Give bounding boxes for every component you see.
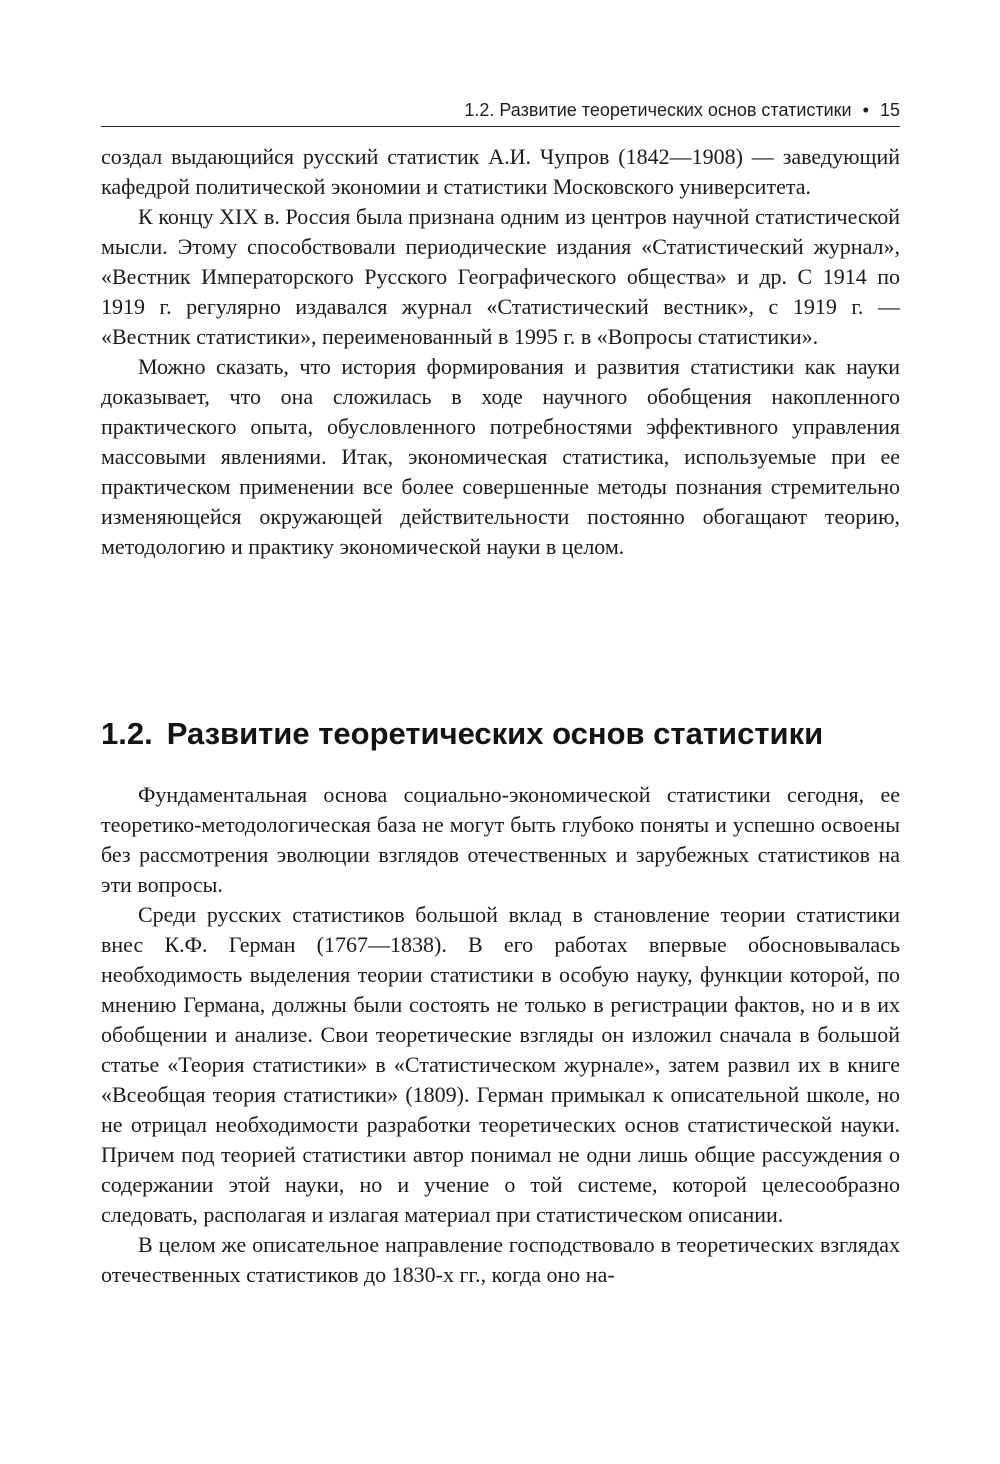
section-heading bbox=[101, 716, 900, 752]
paragraph: Фундаментальная основа социально-экономической статистики сегодня, ее теоретико-методологическая база не могут быть глубоко поняты и успешно освоены без рассмотрения эволюции взглядов отечественных и зарубежных статистиков на эти вопросы. bbox=[101, 782, 900, 897]
paragraph-continuation: создал выдающийся русский статистик А.И. Чупров (1842—1908) — заведующий кафедрой политической экономии и статистики Московского университета. bbox=[101, 144, 900, 199]
paragraph: В целом же описательное направление господствовало в теоретических взглядах отечественных статистиков до 1830-х гг., когда оно на- bbox=[101, 1232, 900, 1287]
page-number: 15 bbox=[879, 100, 900, 120]
paragraph: К концу XIX в. Россия была признана одним из центров научной статистической мысли. Этому способствовали периодические издания «Статистический журнал», «Вестник Императорского Русского Географического общества» и др. С 1914 по 1919 г. регулярно издавался журнал «Статистический вестник», с 1919 г. — «Вестник статистики», переименованный в 1995 г. в «Вопросы статистики». bbox=[101, 204, 900, 349]
bottom-text-block bbox=[101, 780, 900, 1290]
paragraph: Можно сказать, что история формирования и развития статистики как науки доказывает, что она сложилась в ходе научного обобщения накопленного практического опыта, обусловленного потребностями эффективного управления массовыми явлениями. Итак, экономическая статистика, используемые при ее практическом применении все более совершенные методы познания стремительно изменяющейся окружающей действительности постоянно обогащают теорию, методологию и практику экономической науки в целом. bbox=[101, 354, 900, 559]
running-head bbox=[101, 100, 900, 127]
section-number: 1.2. bbox=[101, 716, 153, 751]
section-title: Развитие теоретических основ статистики bbox=[166, 716, 824, 751]
paragraph: Среди русских статистиков большой вклад в становление теории статистики внес К.Ф. Герман (1767—1838). В его работах впервые обосновывалась необходимость выделения теории статистики в особую науку, функции которой, по мнению Германа, должны были состоять не только в регистрации фактов, но и в их обобщении и анализе. Свои теоретические взгляды он изложил сначала в большой статье «Теория статистики» в «Статистическом журнале», затем развил их в книге «Всеобщая теория статистики» (1809). Герман примыкал к описательной школе, но не отрицал необходимости разработки теоретических основ статистической науки. Причем под теорией статистики автор понимал не одни лишь общие рассуждения о содержании этой науки, но и учение о той системе, которой целесообразно следовать, располагая и излагая материал при статистическом описании. bbox=[101, 902, 900, 1227]
bullet-separator: • bbox=[862, 100, 869, 120]
running-head-title: 1.2. Развитие теоретических основ статистики bbox=[464, 100, 852, 120]
top-text-block bbox=[101, 142, 900, 562]
